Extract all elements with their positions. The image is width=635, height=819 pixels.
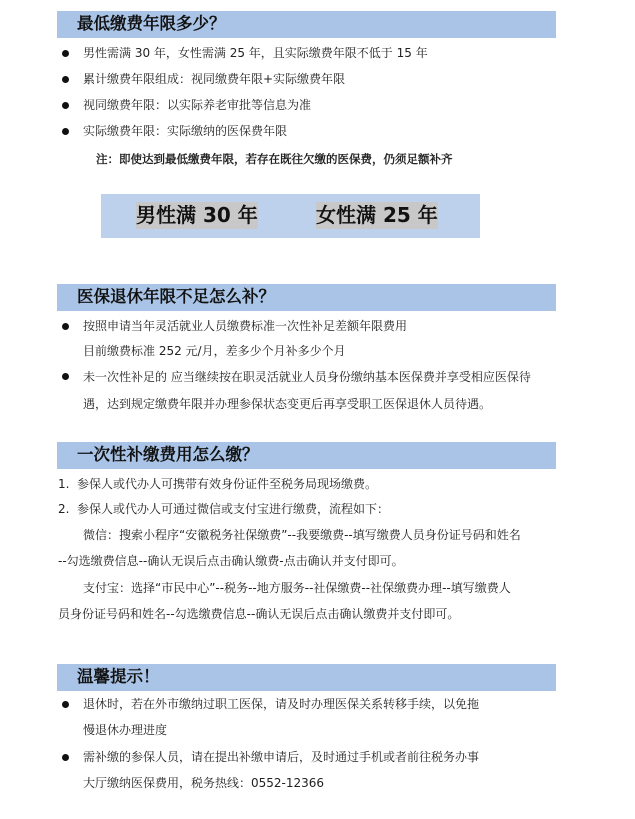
- wechat-instructions: 微信：搜索小程序“安徽税务社保缴费”--我要缴费--填写缴费人员身份证号码和姓名: [83, 528, 521, 542]
- list-item: 未一次性补足的 应当继续按在职灵活就业人员身份缴纳基本医保费并享受相应医保待: [83, 370, 531, 384]
- list-number: 1.: [58, 477, 70, 491]
- list-item-continuation: 大厅缴纳医保费用，税务热线：0552-12366: [83, 776, 325, 790]
- section-header-payment: [57, 442, 556, 469]
- bullet-icon: [62, 701, 69, 708]
- list-item: 退休时，若在外市缴纳过职工医保，请及时办理医保关系转移手续，以免拖: [83, 697, 480, 711]
- list-item: 男性需满 30 年，女性需满 25 年，且实际缴费年限不低于 15 年: [83, 46, 428, 60]
- alipay-instructions-continuation: 员身份证号码和姓名--勾选缴费信息--确认无误后点击确认缴费并支付即可。: [58, 607, 460, 621]
- bullet-icon: [62, 128, 69, 135]
- bullet-icon: [62, 323, 69, 330]
- list-item: 按照申请当年灵活就业人员缴费标准一次性补足差额年限费用: [83, 319, 408, 333]
- bullet-icon: [62, 50, 69, 57]
- female-requirement: 女性满 25 年: [316, 203, 438, 227]
- section-title: 医保退休年限不足怎么补？: [77, 287, 275, 306]
- list-item: 实际缴费年限：实际缴纳的医保费年限: [83, 124, 288, 138]
- alipay-instructions: 支付宝：选择“市民中心”--税务--地方服务--社保缴费--社保缴费办理--填写缴费人: [83, 581, 511, 595]
- bullet-icon: [62, 76, 69, 83]
- section-header-supplement: [57, 284, 556, 311]
- list-item-continuation: 慢退休办理进度: [83, 723, 168, 737]
- list-number: 2.: [58, 502, 70, 516]
- bullet-icon: [62, 373, 69, 380]
- section-title: 温馨提示！: [77, 667, 160, 686]
- list-item: 视同缴费年限：以实际养老审批等信息为准: [83, 98, 312, 112]
- list-item: 参保人或代办人可通过微信或支付宝进行缴费，流程如下：: [77, 502, 390, 516]
- list-item: 累计缴费年限组成：视同缴费年限+实际缴费年限: [83, 72, 346, 86]
- section-title: 一次性补缴费用怎么缴？: [77, 445, 259, 464]
- list-item-continuation: 目前缴费标准 252 元/月，差多少个月补多少个月: [83, 344, 346, 358]
- section-header-min-years: [57, 11, 556, 38]
- male-requirement: 男性满 30 年: [136, 203, 258, 227]
- list-item: 需补缴的参保人员，请在提出补缴申请后，及时通过手机或者前往税务办事: [83, 750, 480, 764]
- bullet-icon: [62, 754, 69, 761]
- list-item-continuation: 遇，达到规定缴费年限并办理参保状态变更后再享受职工医保退休人员待遇。: [83, 397, 492, 411]
- highlight-box: [101, 194, 480, 238]
- note-text: 注：即使达到最低缴费年限，若存在既往欠缴的医保费，仍须足额补齐: [96, 152, 453, 166]
- bullet-icon: [62, 102, 69, 109]
- section-header-tips: [57, 664, 556, 691]
- wechat-instructions-continuation: --勾选缴费信息--确认无误后点击确认缴费-点击确认并支付即可。: [58, 554, 404, 568]
- section-title: 最低缴费年限多少？: [77, 14, 226, 33]
- list-item: 参保人或代办人可携带有效身份证件至税务局现场缴费。: [77, 477, 378, 491]
